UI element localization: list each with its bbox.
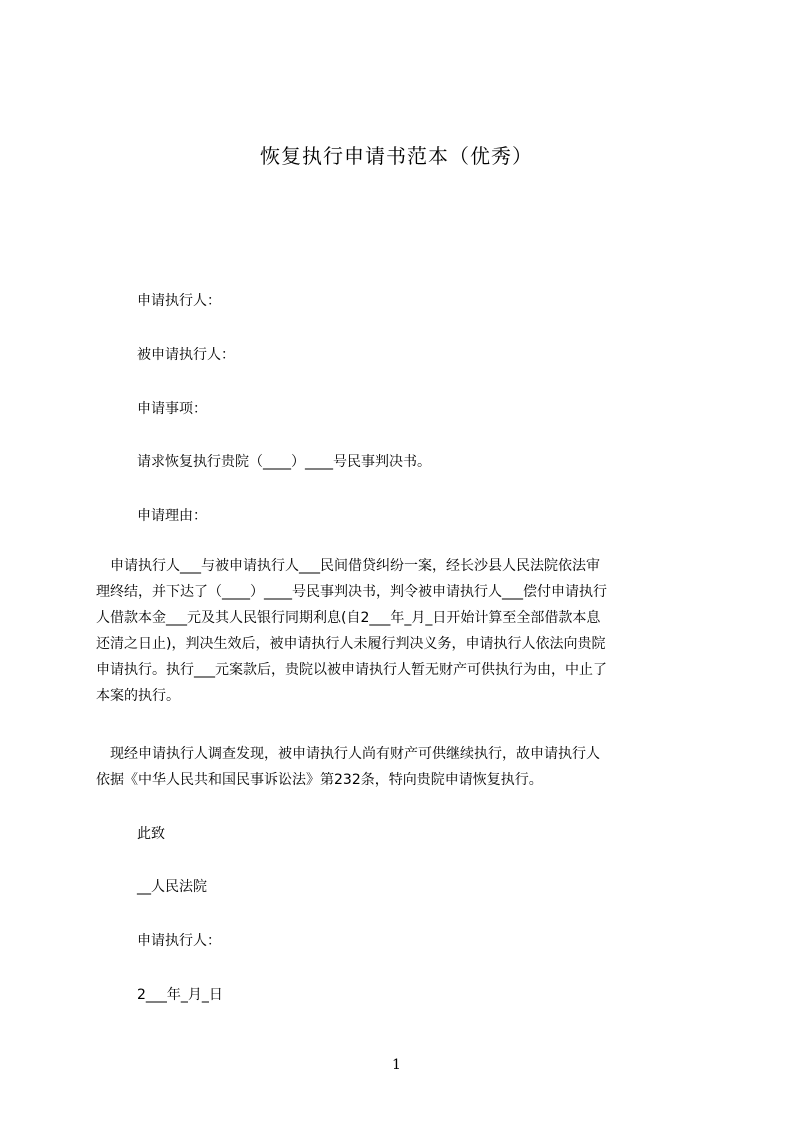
document-title: 恢复执行申请书范本（优秀） (260, 144, 533, 168)
court-name: __人民法院 (137, 879, 207, 895)
closing-text: 此致 (137, 826, 165, 842)
date-line: 2___年_月_日 (137, 987, 223, 1003)
matters-text: 请求恢复执行贵院（____）____号民事判决书。 (137, 454, 431, 470)
reasons-line: 理终结，并下达了（____）____号民事判决书，判令被申请执行人___偿付申请执行 (96, 584, 607, 600)
discovery-paragraph (96, 741, 700, 793)
matters-label: 申请事项： (137, 401, 207, 417)
signature-label: 申请执行人： (137, 933, 221, 949)
reasons-line: 人借款本金___元及其人民银行同期利息(自2___年_月_日开始计算至全部借款本息 (96, 610, 601, 626)
respondent-label: 被申请执行人： (137, 347, 235, 363)
reasons-paragraph (96, 553, 700, 709)
discovery-line: 依据《中华人民共和国民事诉讼法》第232条，特向贵院申请恢复执行。 (96, 772, 543, 788)
reasons-line: 本案的执行。 (96, 688, 180, 704)
reasons-label: 申请理由： (137, 508, 207, 524)
reasons-line: 申请执行人___与被申请执行人___民间借贷纠纷一案，经长沙县人民法院依法审 (96, 558, 600, 574)
discovery-line: 现经申请执行人调查发现，被申请执行人尚有财产可供继续执行，故申请执行人 (96, 746, 600, 762)
applicant-label: 申请执行人： (137, 293, 221, 309)
reasons-line: 申请执行。执行___元案款后，贵院以被申请执行人暂无财产可供执行为由，中止了 (96, 662, 607, 678)
page-number: 1 (392, 1057, 401, 1073)
reasons-line: 还清之日止)，判决生效后，被申请执行人未履行判决义务，申请执行人依法向贵院 (96, 636, 606, 652)
